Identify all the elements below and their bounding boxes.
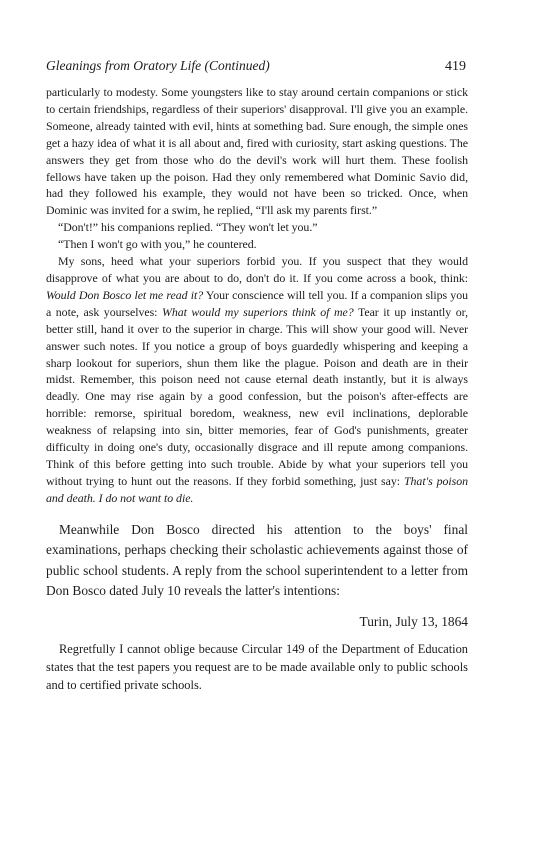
talk-paragraph: particularly to modesty. Some youngsters like to stay around certain companions or stick to certain friendships, regardless of their superiors' disapproval. I'll give you an example. Someone, already tainted with evil, hints at something bad. Sure enough, the simple ones get a hazy idea of what it is all about and, fired with curiosity, start asking questions. The answers they get from those who do the devil's work will hurt them. These foolish fellows have taken up the poison. Had they only remembered what Dominic Savio did, had they followed his example, they would not have been so tricked. Once, when Dominic was invited for a swim, he replied, “I'll ask my parents first.” [46, 85, 468, 218]
talk-paragraph: “Don't!” his companions replied. “They won't let you.” [58, 220, 318, 235]
talk-text: My sons, heed what your superiors forbid you. If you suspect that they would disapprove of what you are about to do, don't do it. If you come across a book, think: [46, 254, 468, 285]
page-header [46, 58, 468, 84]
talk-text: Your conscience will tell you. If a companion slips you a note, ask yourselves: [46, 287, 468, 319]
narrative-text [46, 520, 468, 602]
page-number: 419 [445, 59, 466, 74]
letter-dateline: Turin, July 13, 1864 [359, 614, 468, 630]
book-page [46, 58, 468, 694]
talk-paragraph: “Then I won't go with you,” he countered. [58, 237, 257, 252]
letter-body [46, 640, 468, 694]
letter-paragraph: Regretfully I cannot oblige because Circular 149 of the Department of Education states that the test papers you request are to be made available only to public schools and to certified private schools. [46, 642, 468, 693]
quoted-talk [46, 84, 468, 507]
talk-italic-text: Would Don Bosco let me read it? [46, 287, 204, 302]
running-head: Gleanings from Oratory Life (Continued) [46, 58, 270, 73]
talk-italic-text: What would my superiors think of me? [161, 304, 354, 319]
talk-italic-text: That's poison and death. I do not want to die. [46, 473, 469, 505]
narrative-paragraph: Meanwhile Don Bosco directed his attention to the boys' final examinations, perhaps checking their scholastic achievements against those of public school students. A reply from the school superintendent to a letter from Don Bosco dated July 10 reveals the latter's intentions: [46, 521, 468, 599]
talk-text: Tear it up instantly or, better still, hand it over to the superior in charge. This will show your good will. Never answer such notes. If you notice a group of boys guardedly whispering and keeping a sharp lookout for superiors, shun them like the plague. Poison and death are in their midst. Remember, this poison need not cause eternal death instantly, but it is always deadly. One may rise again by a good confession, but the poison's after-effects are horrible: remorse, spiritual boredom, weakness, new evil inclinations, deplorable weakness of relapsing into sin, bitter memories, fear of God's punishments, greater difficulty in doing one's duty, occasionally disgrace and ill repute among companions. Think of this before getting into such trouble. Abide by what your superiors tell you without trying to hunt out the reasons. If they forbid something, just say: [46, 304, 469, 488]
talk-paragraph [46, 253, 468, 507]
section-gap [46, 507, 468, 520]
